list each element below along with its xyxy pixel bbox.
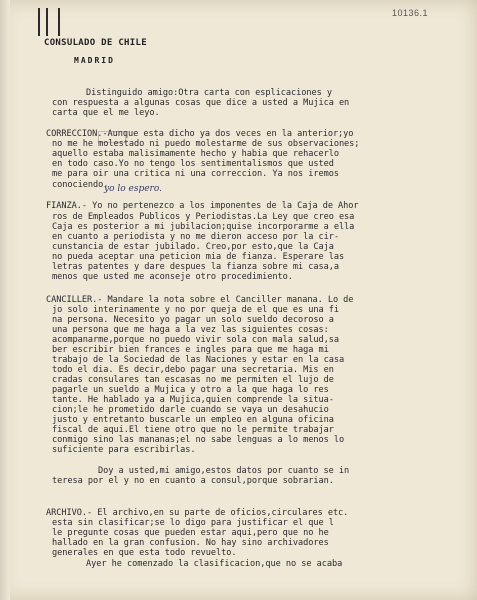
letter-line: con respuesta a algunas cosas que dice a usted a Mujica en xyxy=(52,98,350,108)
letter-line: CORRECCION.-Aunque esta dicho ya dos veces en la anterior;yo xyxy=(46,129,354,139)
letter-line: en todo caso.Yo no tengo los sentimentalismos que usted xyxy=(52,159,334,169)
letter-line: teresa por el y no en cuanto a consul,porque sobrarian. xyxy=(52,476,334,486)
letter-line: no pueda aceptar una peticion mia de fianza. Esperare las xyxy=(52,252,345,262)
letter-line: una persona que me haga a la vez las siguientes cosas: xyxy=(52,325,329,335)
letter-line: menos que usted me aconseje otro procedimiento. xyxy=(52,272,293,282)
letter-line: na persona. Necesito yo pagar un solo sueldo decoroso a xyxy=(52,315,334,325)
letter-line: todo el dia. Es decir,debo pagar una secretaria. Mis en xyxy=(52,365,334,375)
letter-line: pagarle un sueldo a Mujica y otro a la que haga lo res xyxy=(52,385,329,395)
reference-number: 10136.1 xyxy=(392,8,429,18)
letter-line: jo solo interinamente y no por queja de el que es una fi xyxy=(52,305,339,315)
letter-line: ARCHIVO.- El archivo,en su parte de oficios,circulares etc. xyxy=(46,508,349,518)
letter-line: trabajo de la Sociedad de las Naciones y estar en la casa xyxy=(52,355,345,365)
letter-line: suficiente para escribirlas. xyxy=(52,445,196,455)
letter-line: conmigo sino las mananas;el no sabe lenguas a lo menos lo xyxy=(52,435,345,445)
letter-line: cunstancia de estar jubilado. Creo,por esto,que la Caja xyxy=(52,242,334,252)
letter-line: ber escribir bien frances e ingles para que me haga mi xyxy=(52,345,329,355)
letter-line: generales en que esta todo revuelto. xyxy=(52,548,237,558)
letter-line: tante. He hablado ya a Mujica,quien comprende la situa- xyxy=(52,395,334,405)
letter-line: Distinguido amigo:Otra carta con esplicaciones y xyxy=(86,88,332,98)
letter-line: cradas consulares tan escasas no me permiten el lujo de xyxy=(52,375,334,385)
letter-line: hallado en la gran confusion. No hay sino archivadores xyxy=(52,538,329,548)
letter-line: acompanarme,porque no puedo vivir sola con mala salud,sa xyxy=(52,335,339,345)
letter-line: CANCILLER.- Mandare la nota sobre el Canciller manana. Lo de xyxy=(46,295,354,305)
letter-line: fiscal de aqui.El tiene otro que no le permite trabajar xyxy=(52,425,334,435)
letter-line: cion;le he prometido darle cuando se vaya un desahucio xyxy=(52,405,329,415)
handwritten-note: yo lo espero. xyxy=(104,184,162,194)
letter-line: conociendo, xyxy=(52,180,109,190)
letter-line: le pregunte cosas que pueden estar aqui,pero que no he xyxy=(52,528,329,538)
letter-line: FIANZA.- Yo no pertenezco a los imponentes de la Caja de Ahor xyxy=(46,201,359,211)
letter-line: me para oir una critica ni una correccion. Ya nos iremos xyxy=(52,169,339,179)
letter-line: ros de Empleados Publicos y Periodistas.La Ley que creo esa xyxy=(52,212,355,222)
letter-line: no me he molestado ni puedo molestarme de sus observaciones; xyxy=(52,139,360,149)
letter-line: Ayer he comenzado la clasificacion,que no se acaba xyxy=(86,559,343,569)
letter-line: Doy a usted,mi amigo,estos datos por cuanto se in xyxy=(98,466,350,476)
letter-line: Caja es posterior a mi jubilacion;quise incorporarme a ella xyxy=(52,222,355,232)
letterhead-line1: CONSULADO DE CHILE xyxy=(44,38,147,48)
letter-line: justo y entretanto buscarle un empleo en alguna oficina xyxy=(52,415,334,425)
letter-line: esta sin clasificar;se lo digo para justificar el que l xyxy=(52,518,334,528)
letter-line: carta que el me leyo. xyxy=(52,108,160,118)
letter-line: aquello estaba malisimamente hecho y habia que rehacerlo xyxy=(52,149,339,159)
letter-line: en cuanto a periodista y no me dieron acceso por la cir- xyxy=(52,232,339,242)
letterhead-mark xyxy=(38,8,60,36)
letterhead-line2: MADRID xyxy=(74,56,115,65)
letter-line: letras patentes y dare despues la fianza sobre mi casa,a xyxy=(52,262,339,272)
